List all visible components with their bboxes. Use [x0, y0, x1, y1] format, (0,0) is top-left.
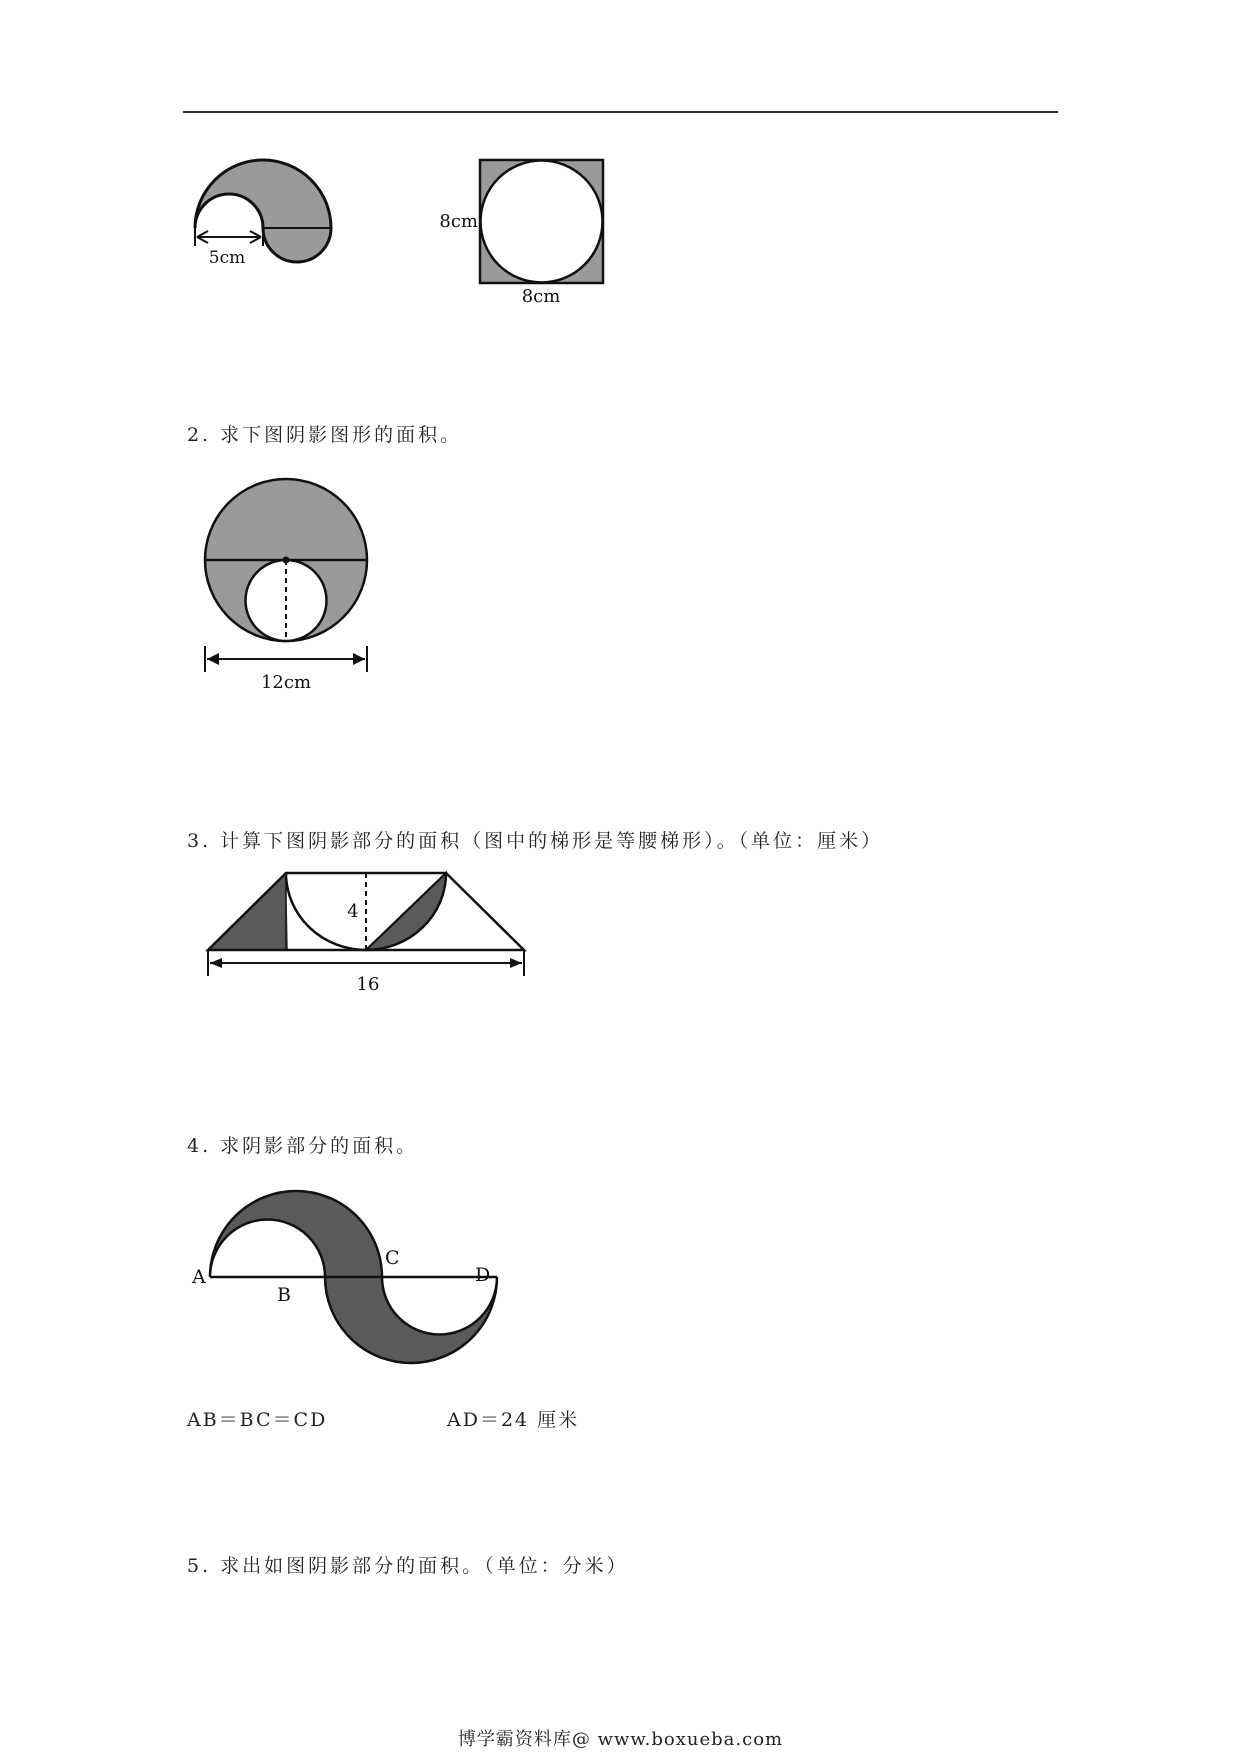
question-2: 2. 求下图阴影图形的面积。 — [187, 424, 463, 446]
spiral-shaded-region — [195, 160, 331, 262]
question-5: 5. 求出如图阴影部分的面积。（单位：分米） — [187, 1555, 629, 1577]
point-b-label: B — [277, 1284, 291, 1306]
circle-label: 12cm — [260, 672, 312, 693]
figure-circle-diameter — [195, 475, 385, 705]
footer-watermark: 博学霸资料库@ www.boxueba.com — [457, 1729, 784, 1750]
center-point — [283, 557, 290, 564]
question-3: 3. 计算下图阴影部分的面积（图中的梯形是等腰梯形）。（单位：厘米） — [187, 830, 884, 852]
question-4: 4. 求阴影部分的面积。 — [187, 1135, 419, 1157]
spiral-label: 5cm — [208, 248, 246, 268]
trapezoid-height-label: 4 — [347, 901, 359, 922]
inscribed-circle — [481, 161, 603, 283]
trapezoid-base-label: 16 — [356, 974, 380, 995]
square-bottom-label: 8cm — [521, 286, 561, 307]
figure-spiral — [180, 150, 350, 275]
header-rule — [183, 111, 1058, 113]
equation-segments-equal: AB＝BC＝CD — [187, 1409, 328, 1431]
figure-trapezoid — [200, 870, 540, 1000]
point-c-label: C — [385, 1247, 400, 1269]
figure-square-circle — [430, 150, 630, 310]
equation-ad-length: AD＝24 厘米 — [447, 1409, 580, 1431]
figure-s-shape — [185, 1180, 505, 1390]
point-d-label: D — [475, 1264, 491, 1286]
square-left-label: 8cm — [439, 211, 478, 232]
point-a-label: A — [192, 1266, 206, 1288]
